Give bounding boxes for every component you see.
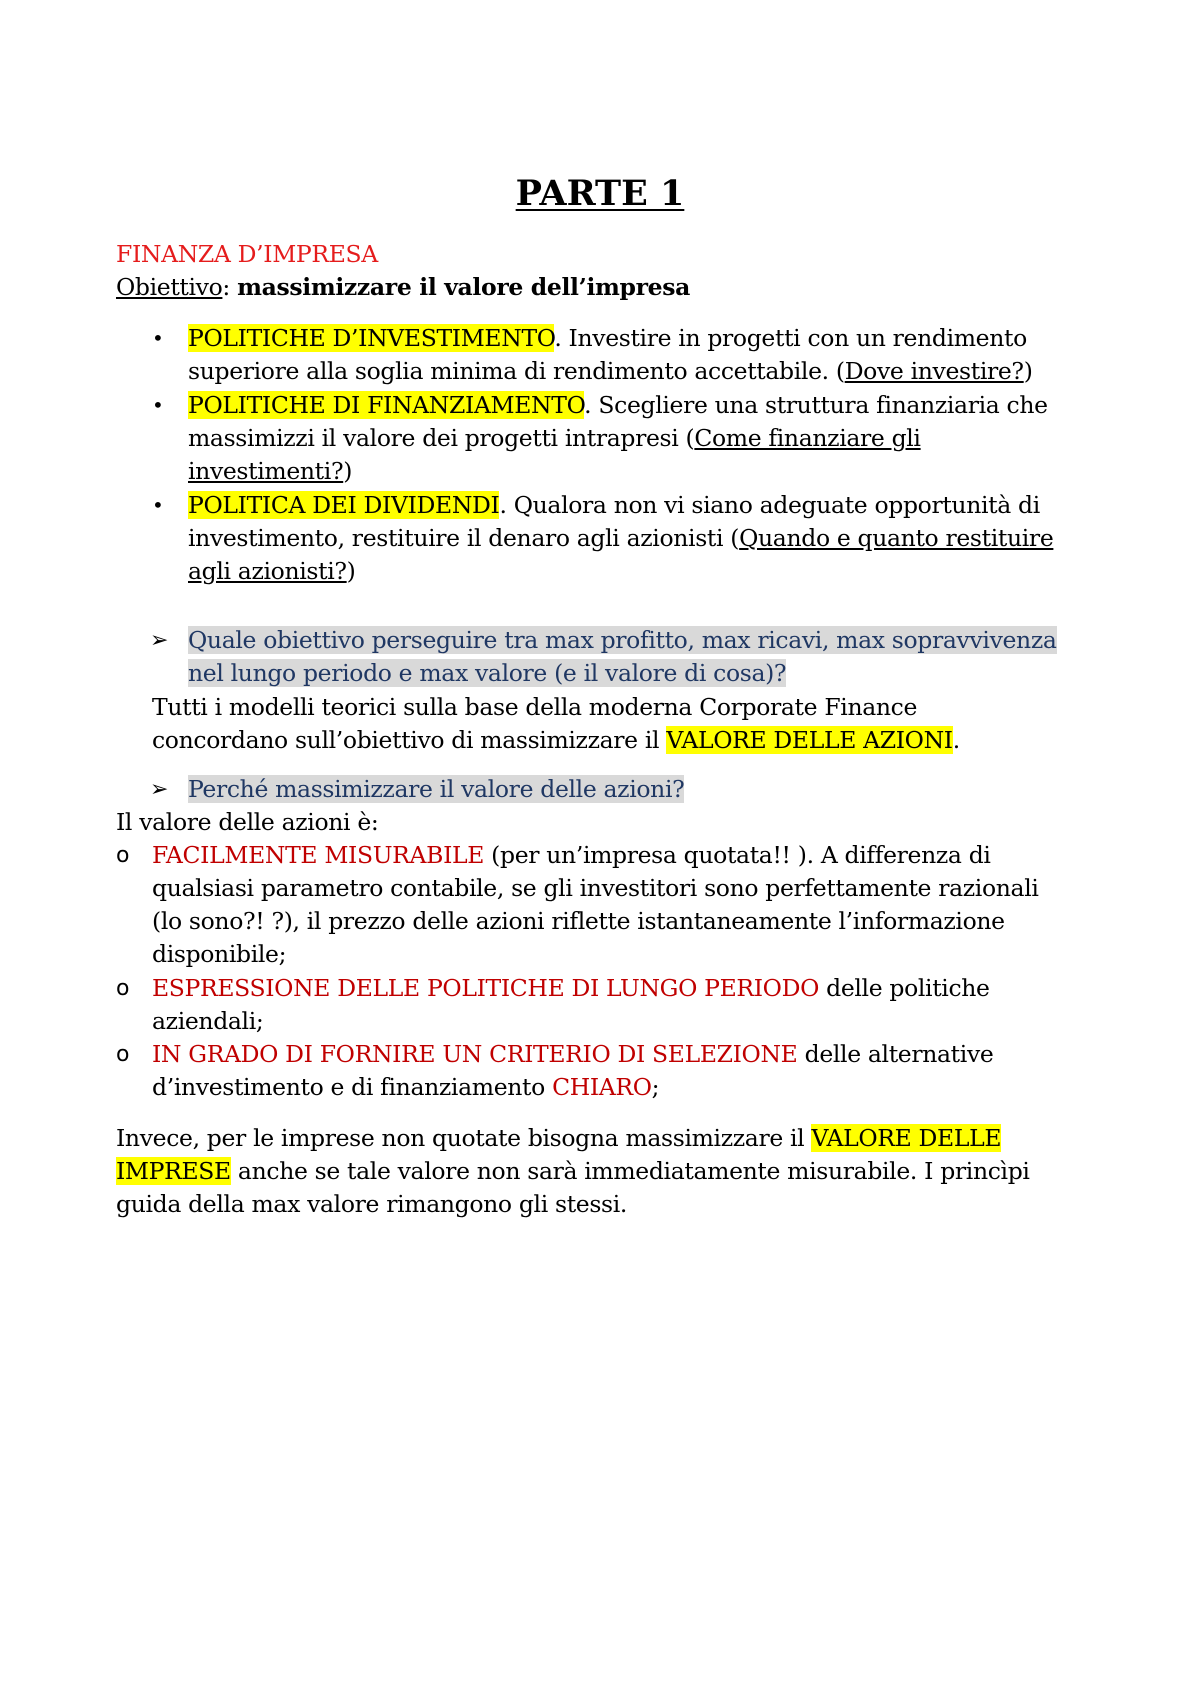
bullet-1-highlight: POLITICHE D’INVESTIMENTO: [188, 324, 555, 352]
closing-text-1: Invece, per le imprese non quotate bisogna massimizzare il: [116, 1124, 812, 1152]
question-1-text-2: nel lungo periodo e max valore (e il valore di cosa)?: [188, 659, 787, 687]
bullet-2-close: ): [343, 457, 353, 485]
bullet-3-highlight: POLITICA DEI DIVIDENDI: [188, 491, 500, 519]
bullet-3-line-3: [188, 555, 355, 588]
bullet-2-highlight: POLITICHE DI FINANZIAMENTO: [188, 391, 585, 419]
closing-highlight-1: VALORE DELLE: [811, 1124, 1002, 1152]
subitem-3-line-2: [152, 1071, 659, 1104]
answer-1-line-1: Tutti i modelli teorici sulla base della moderna Corporate Finance: [152, 693, 918, 721]
subitem-3-text-2: d’investimento e di finanziamento: [152, 1073, 553, 1101]
subitem-1-line-2: qualsiasi parametro contabile, se gli investitori sono perfettamente razionali: [152, 874, 1039, 902]
subitem-3-red: IN GRADO DI FORNIRE UN CRITERIO DI SELEZIONE: [152, 1040, 798, 1068]
bullet-1-line-2: [188, 355, 1033, 388]
bullet-3-text: . Qualora non vi siano adeguate opportunità di: [499, 491, 1040, 519]
bullet-2-text-2: massimizzi il valore dei progetti intrapresi (: [188, 424, 695, 452]
intro-line: Il valore delle azioni è:: [116, 808, 379, 836]
answer-1-line-2: [152, 724, 960, 757]
objective-separator: :: [222, 273, 238, 301]
page-title: PARTE 1: [515, 173, 685, 214]
bullet-3-text-2: investimento, restituire il denaro agli azionisti (: [188, 524, 740, 552]
subitem-1-line-3: (lo sono?! ?), il prezzo delle azioni riflette istantaneamente l’informazione: [152, 907, 1005, 935]
bullet-2-line-1: [188, 389, 1048, 422]
bullet-icon: •: [152, 493, 164, 517]
circle-bullet-icon: o: [116, 843, 130, 868]
bullet-2-line-3: [188, 455, 352, 488]
subitem-2-line-1: [152, 972, 990, 1005]
closing-line-1: [116, 1122, 1001, 1155]
subitem-3-red-2: CHIARO: [552, 1073, 652, 1101]
subitem-1-line-4: disponibile;: [152, 940, 287, 968]
arrow-icon: ➢: [150, 628, 169, 653]
bullet-1-text: . Investire in progetti con un rendimento: [554, 324, 1027, 352]
objective-line: [116, 271, 690, 304]
question-2-text: Perché massimizzare il valore delle azioni?: [188, 775, 685, 803]
closing-line-2: [116, 1155, 1030, 1188]
subitem-3-end: ;: [651, 1073, 660, 1101]
circle-bullet-icon: o: [116, 1042, 130, 1067]
bullet-1-close: ): [1023, 357, 1033, 385]
bullet-1-text-2: superiore alla soglia minima di rendimento accettabile. (: [188, 357, 845, 385]
question-2: [188, 773, 684, 806]
objective-label: Obiettivo: [116, 273, 223, 301]
arrow-icon: ➢: [150, 777, 169, 802]
closing-highlight-2: IMPRESE: [116, 1157, 231, 1185]
answer-1-text: concordano sull’obiettivo di massimizzare il: [152, 726, 667, 754]
closing-text-2: anche se tale valore non sarà immediatamente misurabile. I princìpi: [230, 1157, 1030, 1185]
closing-line-3: guida della max valore rimangono gli stessi.: [116, 1190, 628, 1218]
bullet-3-question-end: agli azionisti?: [188, 557, 347, 585]
bullet-3-close: ): [346, 557, 356, 585]
subitem-2-line-2: aziendali;: [152, 1007, 264, 1035]
subitem-1-line-1: [152, 839, 991, 872]
question-1-line-1: [188, 624, 1057, 657]
bullet-1-question: Dove investire?: [844, 357, 1024, 385]
bullet-1-line-1: [188, 322, 1027, 355]
subitem-3-line-1: [152, 1038, 993, 1071]
answer-1-highlight: VALORE DELLE AZIONI: [666, 726, 953, 754]
section-heading: FINANZA D’IMPRESA: [116, 240, 378, 268]
bullet-2-text: . Scegliere una struttura finanziaria che: [584, 391, 1048, 419]
bullet-icon: •: [152, 326, 164, 350]
bullet-icon: •: [152, 393, 164, 417]
subitem-3-text: delle alternative: [797, 1040, 994, 1068]
bullet-2-question-end: investimenti?: [188, 457, 344, 485]
subitem-2-text: delle politiche: [819, 974, 990, 1002]
bullet-2-line-2: [188, 422, 921, 455]
bullet-3-line-2: [188, 522, 1053, 555]
objective-text: massimizzare il valore dell’impresa: [237, 273, 691, 301]
question-1-text-1: Quale obiettivo perseguire tra max profitto, max ricavi, max sopravvivenza: [188, 626, 1057, 654]
answer-1-end: .: [952, 726, 960, 754]
bullet-3-line-1: [188, 489, 1040, 522]
bullet-3-question: Quando e quanto restituire: [739, 524, 1054, 552]
subitem-1-text: (per un’impresa quotata!! ). A differenza di: [484, 841, 991, 869]
subitem-1-red: FACILMENTE MISURABILE: [152, 841, 485, 869]
subitem-2-red: ESPRESSIONE DELLE POLITICHE DI LUNGO PERIODO: [152, 974, 819, 1002]
question-1-line-2: [188, 657, 786, 690]
bullet-2-question: Come finanziare gli: [694, 424, 921, 452]
circle-bullet-icon: o: [116, 976, 130, 1001]
